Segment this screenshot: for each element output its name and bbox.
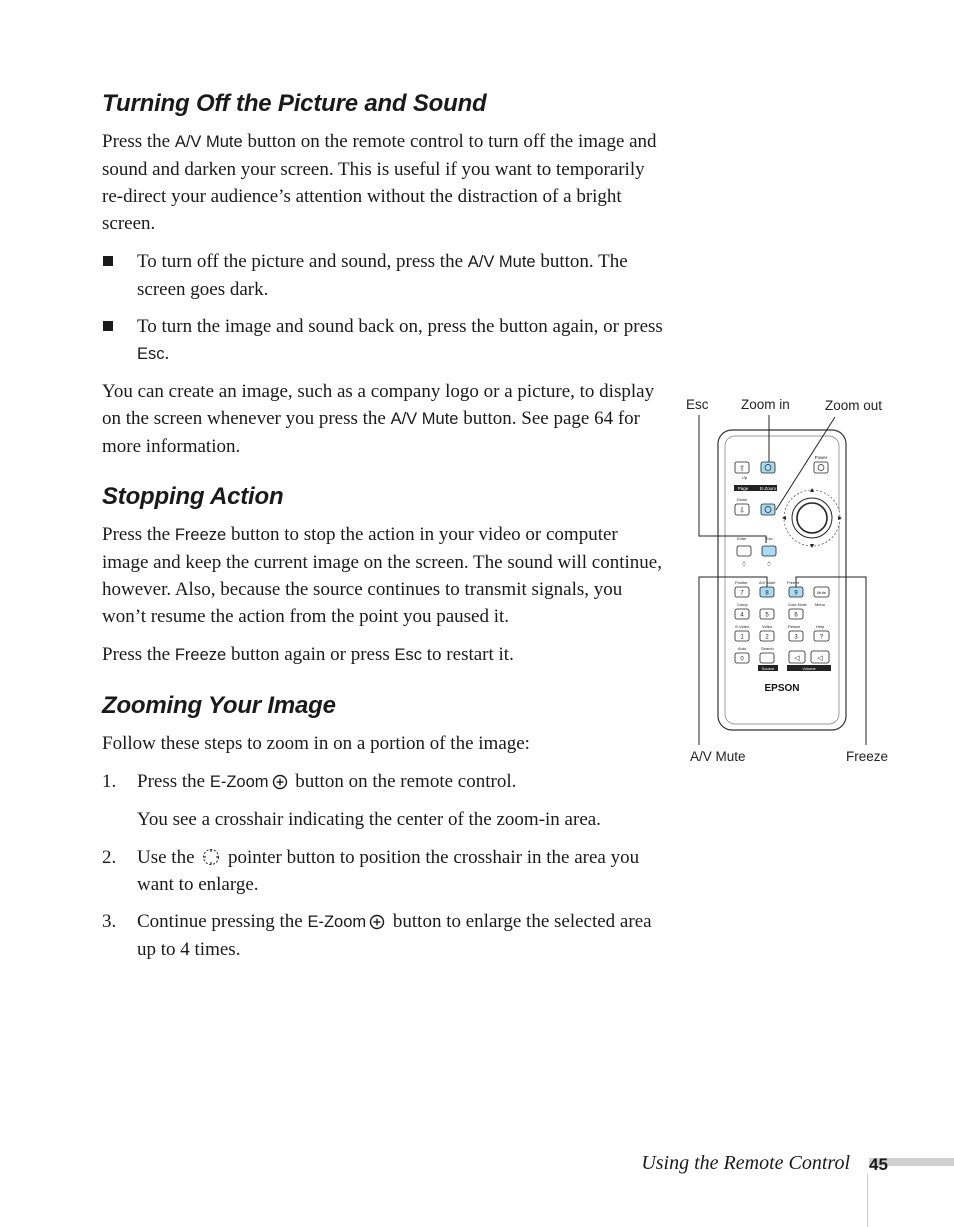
text: To turn the image and sound back on, press the button again, or press [137,316,663,337]
paragraph-logo-note [102,378,668,460]
footer-title: Using the Remote Control [641,1152,850,1174]
text: button on the remote control. [290,771,517,792]
bullet-square-icon [103,321,113,331]
zoom-in-icon [272,774,288,790]
key-search [760,653,774,663]
text: button again or press [226,644,395,665]
text: Press the [102,524,175,545]
esc-button [762,546,776,556]
text: You can create an image, such as a company logo or a picture, to display on the screen whenever you press the [102,381,655,429]
page-number: 45 [869,1155,888,1174]
key-freeze: Freeze [174,526,227,544]
bullet-item [102,313,668,368]
key-label: ? [819,634,824,641]
source-label: Source [761,665,775,671]
text: to restart it. [422,644,514,665]
volume-down-icon: ◁ [794,655,800,662]
remote-control-figure [680,390,910,780]
down-label: Down [737,497,748,502]
pointer-label: Pointer [735,580,748,585]
key-label: 3 [794,634,798,641]
page-down-icon: ⇩ [739,507,745,515]
ezoom-label: E-Zoom [759,485,777,491]
callout-esc: Esc [686,397,709,412]
resize-label: Resize [788,624,801,629]
key-label: 2 [765,634,769,641]
bullet-square-icon [103,256,113,266]
volume-label: Volume [802,665,816,671]
heading-zooming: Zooming Your Image [102,692,336,719]
text: Press the [137,771,210,792]
power-button [814,462,828,473]
callout-zoom-out: Zoom out [825,398,883,413]
paragraph-zoom-intro: Follow these steps to zoom in on a portion of the image: [102,733,530,754]
callout-av-mute: A/V Mute [690,749,746,764]
page-body [102,90,668,973]
esc-label: Esc [766,536,773,541]
key-label: 6 [794,612,798,619]
zoom-in-icon [369,914,385,930]
callout-zoom-in: Zoom in [741,397,790,412]
key-esc: Esc [394,646,423,664]
menu-label: Menu [815,602,826,607]
text: button on the remote control to turn off the image and sound and darken your screen. This is useful if you want to temporarily re-direct your audience’s attention without the distraction of a bright screen. [102,131,657,234]
freeze-label: Freeze [787,580,800,585]
auto-label: Auto [738,646,747,651]
key-label: 4 [740,612,744,619]
step-note: You see a crosshair indicating the center of the zoom-in area. [137,809,601,830]
text: . [164,343,170,364]
key-label: 0 [740,656,744,663]
key-esc: Esc [137,345,165,363]
comp-label: Comp [737,602,748,607]
key-freeze: Freeze [174,646,227,664]
text: Use the [137,847,200,868]
pointer-pad-icon [202,848,220,866]
heading-stopping-action: Stopping Action [102,483,284,510]
power-label: Power [814,455,828,460]
key-av-mute: A/V Mute [174,133,243,151]
mouse-right-icon: ⍥ [767,562,771,568]
key-e-zoom: E-Zoom [307,913,367,931]
brand-logo: EPSON [764,683,800,694]
text: pointer button to position the crosshair in the area you want to enlarge. [137,847,640,895]
key-label: 8 [765,590,769,597]
step-item [102,908,668,963]
up-label: Up [742,475,748,480]
volume-up-icon: ◁ [817,655,823,662]
video-label: Video [762,624,773,629]
search-label: Search [761,646,774,651]
text: To turn off the picture and sound, press the [137,251,468,272]
avmute-label: A/V Mute [759,580,776,585]
key-label: 1 [740,634,744,641]
paragraph-av-mute-intro [102,128,668,237]
step-item [102,844,668,898]
step-number: 3. [102,911,117,932]
footer-divider [867,1174,868,1227]
remote-diagram [680,390,910,780]
text: Press the [102,644,175,665]
color-mode-label: Color Mode [788,603,807,607]
key-label: 9 [794,590,798,597]
step-number: 1. [102,771,117,792]
enter-button [737,546,751,556]
step-item [102,768,668,796]
svideo-label: S-Video [735,624,750,629]
page-label: Page [737,485,749,491]
callout-freeze: Freeze [846,749,889,764]
pointer-pad-center [797,503,827,533]
text: button. The screen goes dark. [137,251,628,300]
key-label: 5 [765,612,769,619]
key-label: 7 [740,590,744,597]
e-zoom-out-button [761,504,775,515]
key-e-zoom: E-Zoom [209,773,269,791]
e-zoom-in-button [761,462,775,473]
text: button to enlarge the selected area up to 4 times. [137,911,652,960]
page-up-icon: ⇧ [739,465,745,473]
paragraph-freeze [102,521,668,630]
enter-label: Enter [737,536,747,541]
text: Press the [102,131,175,152]
bullet-item [102,248,668,303]
paragraph-freeze-restart [102,641,668,669]
help-label: Help [816,624,825,629]
key-av-mute: A/V Mute [390,410,459,428]
heading-turning-off: Turning Off the Picture and Sound [102,90,487,117]
mouse-left-icon: ⍥ [742,562,746,568]
text: Continue pressing the [137,911,308,932]
key-av-mute: A/V Mute [467,253,536,271]
key-label: Mute [817,589,826,595]
step-number: 2. [102,847,117,868]
text: button. See page 64 for more information. [102,408,640,457]
text: button to stop the action in your video or computer image and keep the current image on the screen. The sound will continue, however. Also, because the source continues to transmit signals, you won’t resume the action from the point you paused it. [102,524,662,627]
